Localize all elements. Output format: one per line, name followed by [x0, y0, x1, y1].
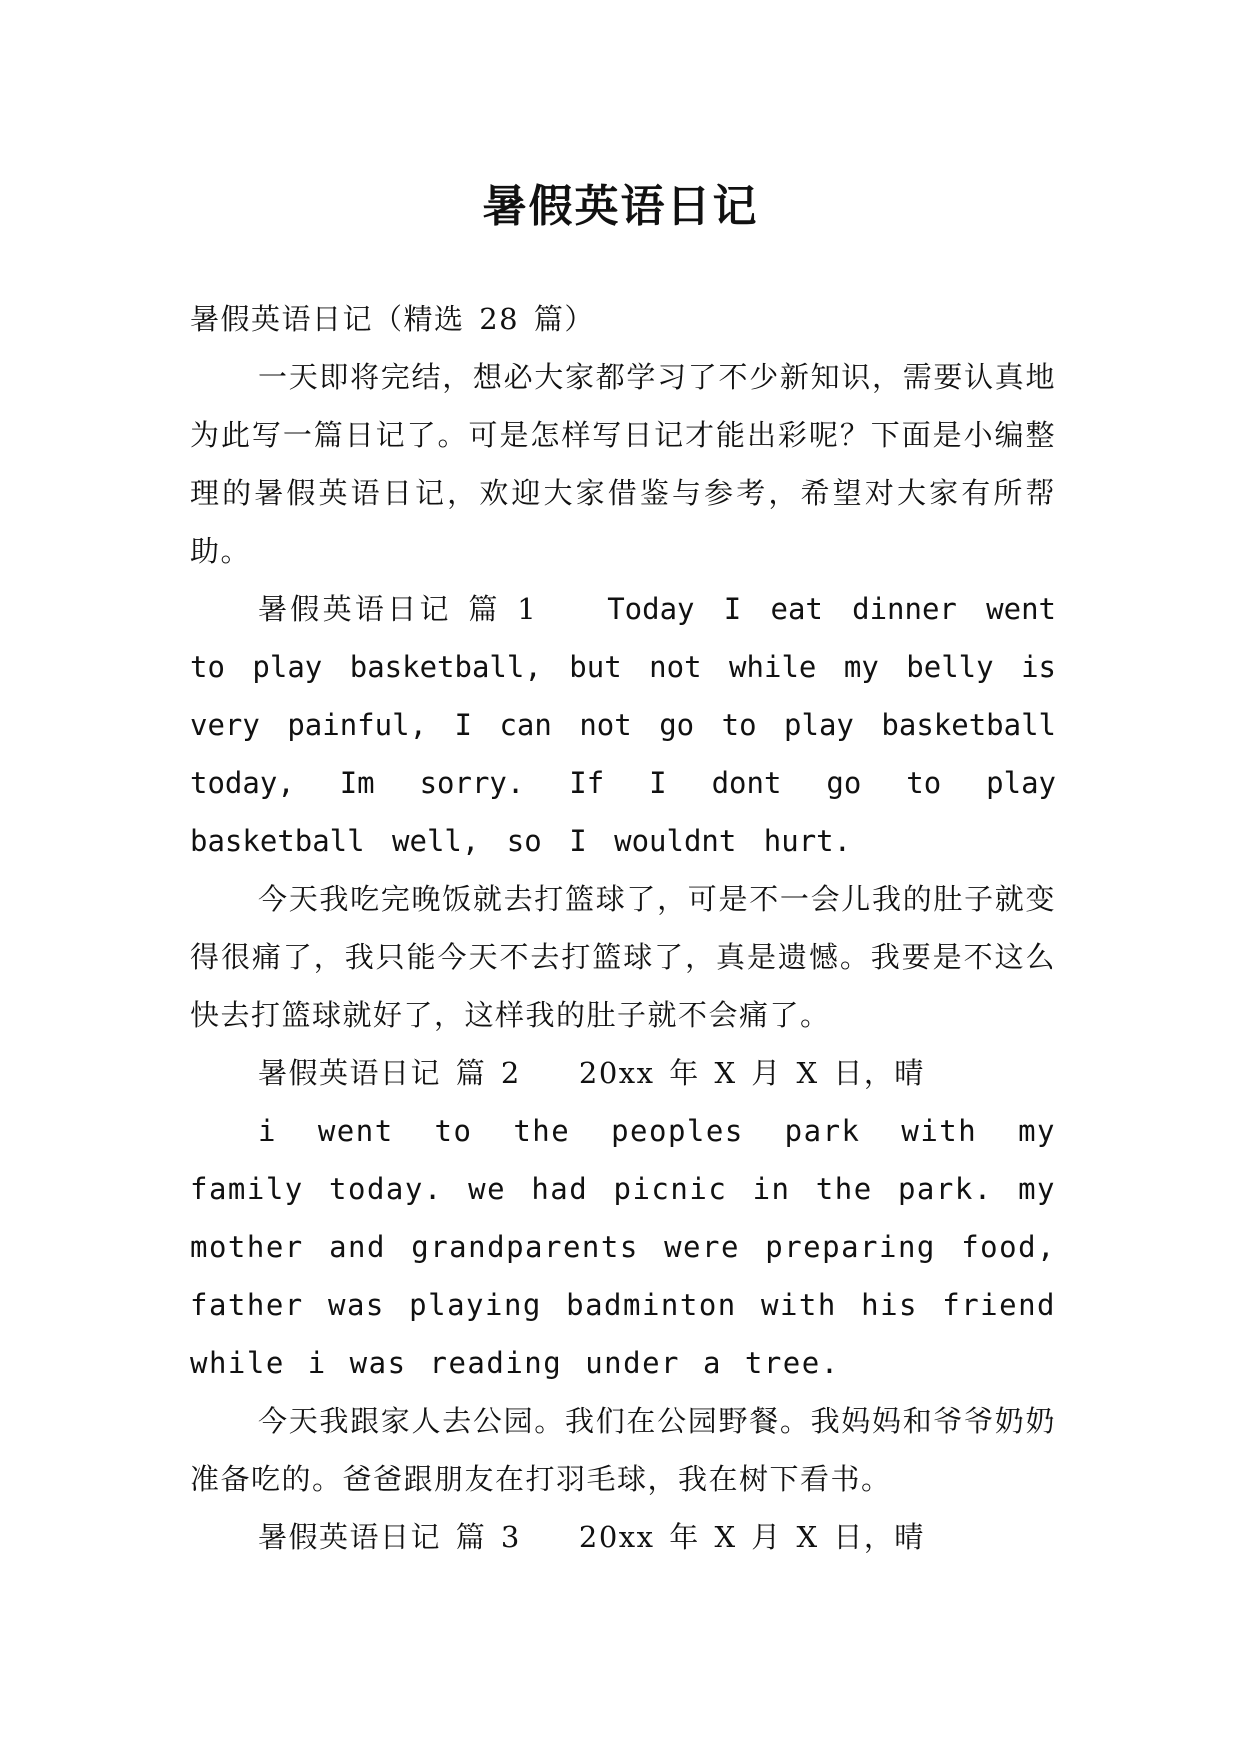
- entry-1-paragraph: [190, 580, 1056, 870]
- entry-2-english: i went to the peoples park with my family today. we had picnic in the park. my mother and grandparents were preparing food, father was playing badminton with his friend while i was reading under a tree.: [190, 1114, 1056, 1380]
- document-body: [190, 290, 1056, 1566]
- entry-2-chinese: 今天我跟家人去公园。我们在公园野餐。我妈妈和爷爷奶奶准备吃的。爸爸跟朋友在打羽毛球，我在树下看书。: [190, 1404, 1056, 1496]
- entry-3-heading: 暑假英语日记 篇 3: [258, 1520, 521, 1554]
- entry-3-date: 20xx 年 X 月 X 日，晴: [578, 1520, 925, 1554]
- entry-1-chinese: 今天我吃完晚饭就去打篮球了，可是不一会儿我的肚子就变得很痛了，我只能今天不去打篮球了，真是遗憾。我要是不这么快去打篮球就好了，这样我的肚子就不会痛了。: [190, 882, 1056, 1032]
- entry-1-heading: 暑假英语日记 篇 1: [258, 592, 538, 626]
- entry-3-heading-line: [190, 1508, 1056, 1566]
- intro-paragraph: 一天即将完结，想必大家都学习了不少新知识，需要认真地为此写一篇日记了。可是怎样写日记才能出彩呢？下面是小编整理的暑假英语日记，欢迎大家借鉴与参考，希望对大家有所帮助。: [190, 360, 1056, 568]
- entry-1-english: Today I eat dinner went to play basketball, but not while my belly is very painful, I can not go to play basketball today, Im sorry. If I dont go to play basketball well, so I wouldnt hurt.: [190, 592, 1056, 858]
- document-title: 暑假英语日记: [482, 181, 759, 233]
- document-subtitle: 暑假英语日记（精选 28 篇）: [190, 302, 595, 336]
- entry-2-heading: 暑假英语日记 篇 2: [258, 1056, 521, 1090]
- entry-2-heading-line: [190, 1044, 1056, 1102]
- entry-2-date: 20xx 年 X 月 X 日，晴: [578, 1056, 925, 1090]
